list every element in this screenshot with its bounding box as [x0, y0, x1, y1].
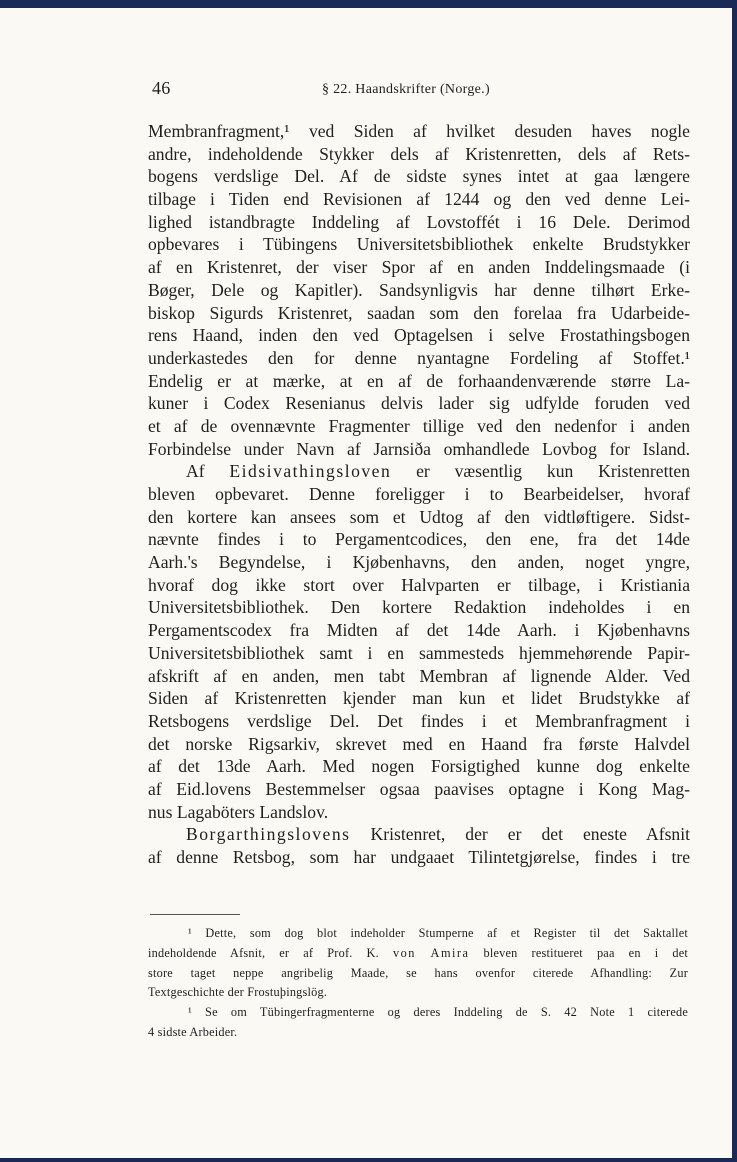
footnote-line: ¹ Dette, som dog blot indeholder Stumperne af et Register til det Saktallet: [188, 926, 688, 940]
text-line: lighed istandbragte Inddeling af Lovstoffét i 16 Dele. Derimod: [148, 211, 690, 232]
text-line: Bøger, Dele og Kapitler). Sandsynligvis har denne tilhørt Erke-: [148, 279, 690, 300]
para-rest: er væsentlig kun Kristenretten: [391, 461, 690, 482]
section-heading: § 22. Haandskrifter (Norge.): [322, 82, 490, 97]
scan-border-bottom: [0, 1158, 737, 1162]
text-line: af en Kristenret, der viser Spor af en anden Inddelingsmaade (i: [148, 257, 690, 278]
para-lead: Af: [186, 461, 230, 482]
text-line: det norske Rigsarkiv, skrevet med en Haand fra første Halvdel: [148, 733, 690, 754]
text-line: den kortere kan ansees som et Udtog af den vidtløftigere. Sidst-: [148, 506, 690, 527]
running-header: [152, 78, 692, 102]
body-text: [148, 120, 690, 869]
scan-border-top: [0, 0, 737, 8]
scan-border-right: [732, 0, 737, 1162]
text-line: afskrift af en anden, men tabt Membran af lignende Alder. Ved: [148, 665, 690, 686]
law-name-eidsivathingsloven: Eidsivathingsloven: [229, 461, 392, 482]
text-line: kuner i Codex Resenianus delvis lader sig udfylde foruden ved: [148, 393, 690, 414]
text-line: et af de ovennævnte Fragmenter tillige ved den nedenfor i anden: [148, 415, 690, 436]
text-line: Forbindelse under Navn af Jarnsiða omhandlede Lovbog for Island.: [148, 438, 690, 459]
text-line: opbevares i Tübingens Universitetsbibliothek enkelte Brudstykker: [148, 234, 690, 255]
footnote-text: indeholdende Afsnit, er af Prof. K.: [148, 945, 393, 960]
text-line: af denne Retsbog, som har undgaaet Tilintetgjørelse, findes i tre: [148, 847, 690, 867]
text-line: nævnte findes i to Pergamentcodices, den ene, fra det 14de: [148, 529, 690, 550]
text-line: bogens verdslige Del. Af de sidste synes intet at gaa længere: [148, 166, 690, 187]
text-line: nus Lagaböters Landslov.: [148, 801, 329, 822]
author-name: von Amira: [392, 945, 470, 960]
footnote-divider: [150, 914, 240, 915]
paragraph-start-eidsivathing: [148, 460, 690, 483]
text-line: underkastedes den for denne nyantagne Fordeling af Stoffet.¹: [148, 347, 690, 368]
text-line: af det 13de Aarh. Med nogen Forsigtighed kunne dog enkelte: [148, 756, 690, 777]
text-line: Retsbogens verdslige Del. Det findes i et Membranfragment i: [148, 710, 690, 731]
text-line: af Eid.lovens Bestemmelser ogsaa paavises optagne i Kong Mag-: [148, 778, 690, 799]
text-line: bleven opbevaret. Denne foreligger i to Bearbeidelser, hvoraf: [148, 484, 690, 504]
footnote-line: Textgeschichte der Frostuþingslög.: [148, 985, 328, 1000]
footnote-line: store taget neppe angribelig Maade, se hans ovenfor citerede Afhandling: Zur: [148, 965, 688, 980]
text-line: Aarh.'s Begyndelse, i Kjøbenhavns, den anden, noget yngre,: [148, 552, 690, 573]
text-line: Endelig er at mærke, at en af de forhaandenværende større La-: [148, 370, 690, 391]
text-line: andre, indeholdende Stykker dels af Kristenretten, dels af Rets-: [148, 143, 690, 164]
para-rest: Kristenret, der er det eneste Afsnit: [350, 824, 690, 845]
text-line: tilbage i Tiden end Revisionen af 1244 og den ved denne Lei-: [148, 189, 690, 210]
footnote-line: ¹ Se om Tübingerfragmenterne og deres Inddeling de S. 42 Note 1 citerede: [188, 1005, 688, 1020]
text-line: Siden af Kristenretten kjender man kun et lidet Brudstykke af: [148, 688, 690, 709]
text-line: biskop Sigurds Kristenret, saadan som den forelaa fra Udarbeide-: [148, 302, 690, 323]
text-line: Universitetsbibliothek samt i en sammesteds hjemmehørende Papir-: [148, 642, 690, 663]
footnotes: [148, 924, 688, 1043]
text-line: Universitetsbibliothek. Den kortere Redaktion indeholdes i en: [148, 597, 690, 618]
page-number: 46: [152, 78, 171, 98]
footnote-text: bleven restitueret paa en i det: [469, 945, 688, 960]
text-line: Membranfragment,¹ ved Siden af hvilket desuden haves nogle: [148, 121, 690, 141]
text-line: Pergamentscodex fra Midten af det 14de Aarh. i Kjøbenhavns: [148, 620, 690, 641]
footnote-line: 4 sidste Arbeider.: [148, 1024, 238, 1039]
text-line: rens Haand, inden den ved Optagelsen i selve Frostathingsbogen: [148, 325, 690, 346]
paragraph-start-borgarthing: [148, 823, 690, 846]
footnote-line: [148, 944, 688, 964]
text-line: hvoraf dog ikke stort over Halvparten er tilbage, i Kristiania: [148, 574, 690, 595]
law-name-borgarthingslovens: Borgarthingslovens: [186, 824, 351, 845]
